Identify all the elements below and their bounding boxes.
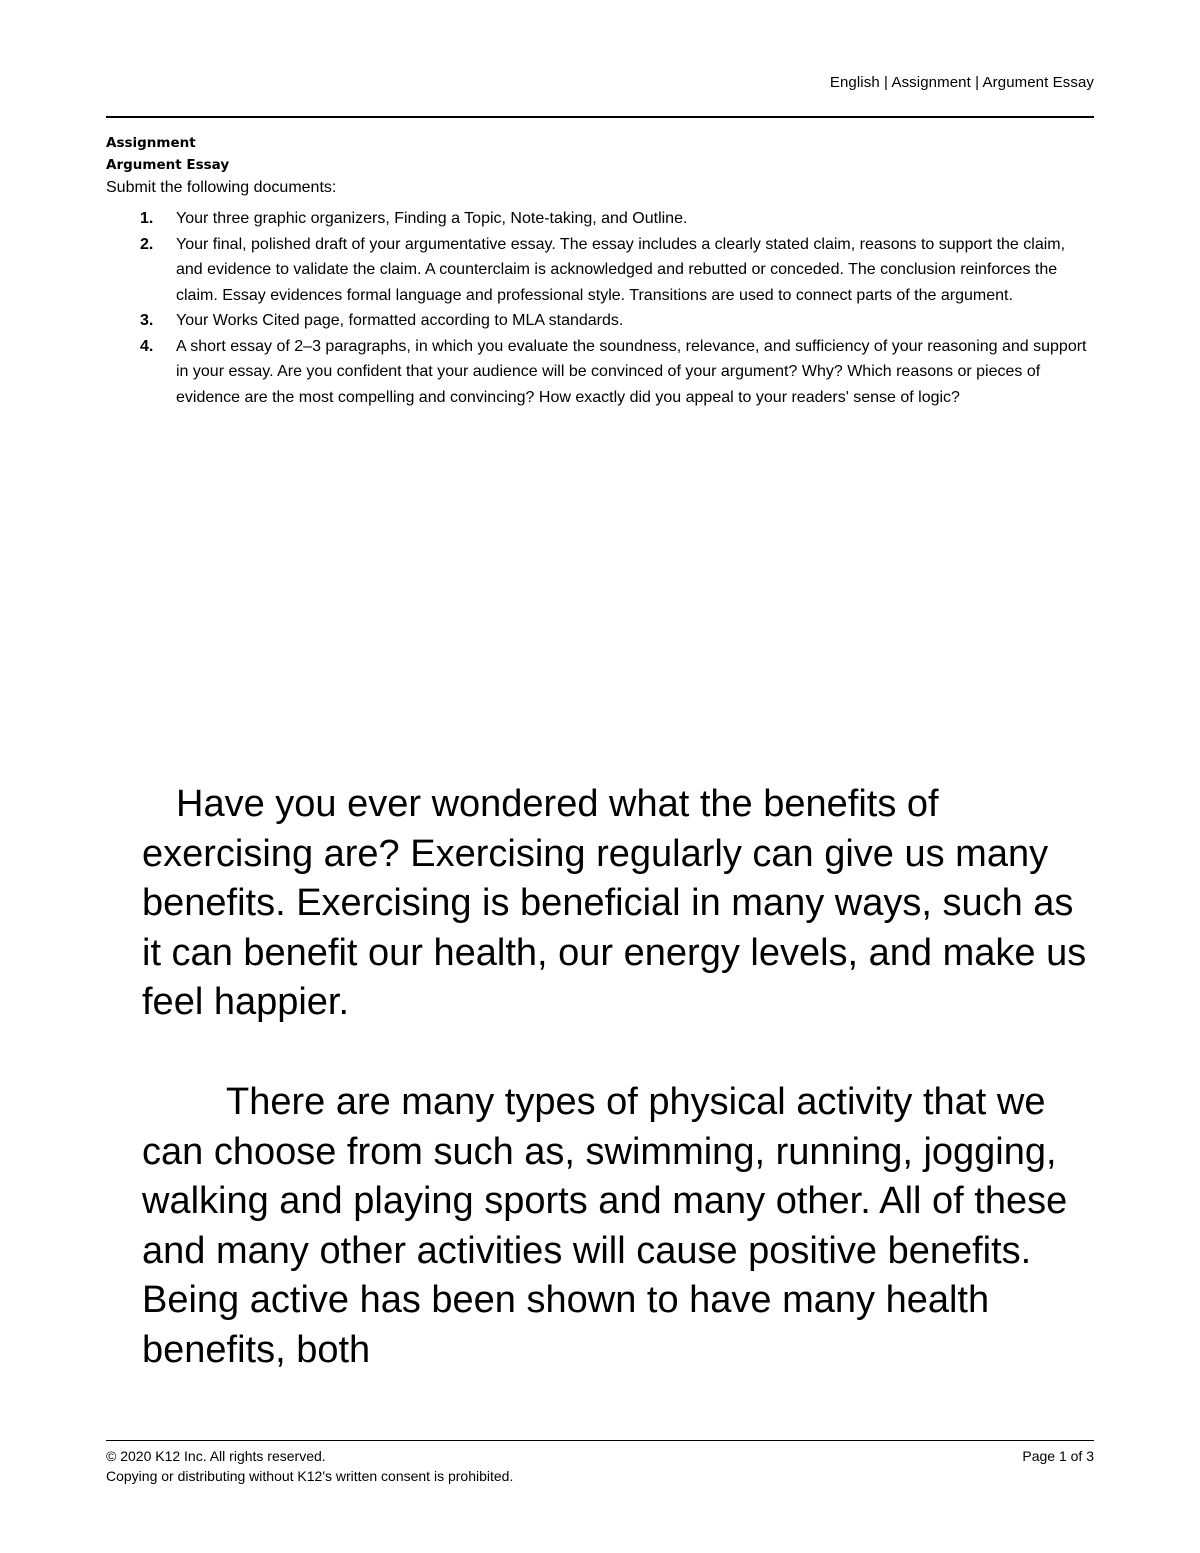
list-item <box>106 334 1096 411</box>
footer-notice: Copying or distributing without K12's written consent is prohibited. <box>106 1468 514 1484</box>
list-item <box>106 308 1096 334</box>
requirements-list <box>106 206 1096 410</box>
footer-divider <box>106 1440 1094 1441</box>
list-number: 4. <box>140 337 154 355</box>
list-item <box>106 206 1096 232</box>
essay-paragraph-1 <box>142 780 1102 1028</box>
list-text: A short essay of 2–3 paragraphs, in which you evaluate the soundness, relevance, and sufficiency of your reasoning and support in your essay. Are you confident that your audience will be convinced of your argument? Why? Which reasons or pieces of evidence are the most compelling and convincing? How exactly did you appeal to your readers' sense of logic? <box>176 337 1087 406</box>
submit-intro: Submit the following documents: <box>106 179 337 196</box>
list-text: Your three graphic organizers, Finding a Topic, Note-taking, and Outline. <box>176 210 688 227</box>
assignment-instructions <box>106 132 1096 410</box>
list-text: Your Works Cited page, formatted according to MLA standards. <box>176 312 624 329</box>
assignment-label: Assignment <box>106 135 196 151</box>
list-item <box>106 232 1096 309</box>
essay-paragraph-1-text: Have you ever wondered what the benefits of exercising are? Exercising regularly can give us many benefits. Exercising is beneficial in many ways, such as it can benefit our health, our energy levels, and make us feel happier. <box>142 783 1087 1023</box>
assignment-title: Argument Essay <box>106 157 230 173</box>
essay-paragraph-2 <box>142 1078 1102 1375</box>
essay-paragraph-2-text: There are many types of physical activity that we can choose from such as, swimming, running, jogging, walking and playing sports and many other. All of these and many other activities will cause positive benefits. Being active has been shown to have many health benefits, both <box>142 1081 1068 1371</box>
list-number: 3. <box>140 312 154 329</box>
footer-copyright: © 2020 K12 Inc. All rights reserved. <box>106 1448 326 1464</box>
list-number: 2. <box>140 235 154 253</box>
running-header: English | Assignment | Argument Essay <box>829 74 1094 91</box>
page-number: Page 1 of 3 <box>1022 1448 1094 1464</box>
list-number: 1. <box>140 210 154 227</box>
header-divider <box>106 116 1094 118</box>
list-text: Your final, polished draft of your argumentative essay. The essay includes a clearly stated claim, reasons to support the claim, and evidence to validate the claim. A counterclaim is acknowledged and rebutted or conceded. The conclusion reinforces the claim. Essay evidences formal language and professional style. Transitions are used to connect parts of the argument. <box>176 235 1066 304</box>
